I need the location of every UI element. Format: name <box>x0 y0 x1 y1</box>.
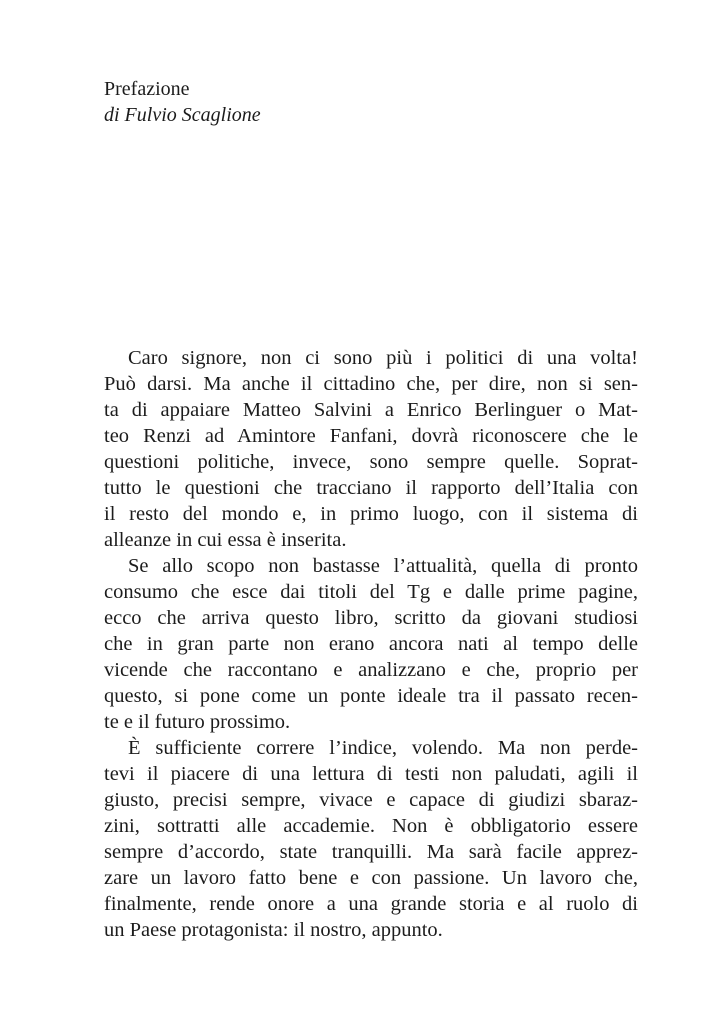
text-line: vicende che raccontano e analizzano e che, proprio per <box>104 659 638 681</box>
text-line: tevi il piacere di una lettura di testi non paludati, agili il <box>104 763 638 785</box>
page-heading <box>104 76 261 128</box>
text-line: zini, sottratti alle accademie. Non è obbligatorio essere <box>104 815 638 837</box>
text-line: che in gran parte non erano ancora nati al tempo delle <box>104 633 638 655</box>
text-line: tutto le questioni che tracciano il rapporto dell’Italia con <box>104 477 638 499</box>
text-line: giusto, precisi sempre, vivace e capace di giudizi sbaraz- <box>104 789 638 811</box>
text-line: ta di appaiare Matteo Salvini a Enrico Berlinguer o Mat- <box>104 399 638 421</box>
text-line: teo Renzi ad Amintore Fanfani, dovrà riconoscere che le <box>104 425 638 447</box>
text-line: Se allo scopo non bastasse l’attualità, quella di pronto <box>128 555 638 577</box>
text-line: questo, si pone come un ponte ideale tra il passato recen- <box>104 685 638 707</box>
text-line: alleanze in cui essa è inserita. <box>104 529 347 551</box>
text-line: finalmente, rende onore a una grande storia e al ruolo di <box>104 893 638 915</box>
text-line: un Paese protagonista: il nostro, appunto. <box>104 919 443 941</box>
text-line: ecco che arriva questo libro, scritto da giovani studiosi <box>104 607 638 629</box>
text-line: Può darsi. Ma anche il cittadino che, per dire, non si sen- <box>104 373 638 395</box>
text-line: È sufficiente correre l’indice, volendo. Ma non perde- <box>128 737 638 759</box>
text-line: questioni politiche, invece, sono sempre quelle. Soprat- <box>104 451 638 473</box>
preface-body <box>104 345 638 943</box>
text-line: zare un lavoro fatto bene e con passione. Un lavoro che, <box>104 867 638 889</box>
text-line: sempre d’accordo, state tranquilli. Ma sarà facile apprez- <box>104 841 638 863</box>
text-line: te e il futuro prossimo. <box>104 711 291 733</box>
author-byline: di Fulvio Scaglione <box>104 104 261 126</box>
page-title: Prefazione <box>104 78 190 100</box>
text-line: Caro signore, non ci sono più i politici di una volta! <box>128 347 638 369</box>
text-line: il resto del mondo e, in primo luogo, con il sistema di <box>104 503 638 525</box>
text-line: consumo che esce dai titoli del Tg e dalle prime pagine, <box>104 581 638 603</box>
